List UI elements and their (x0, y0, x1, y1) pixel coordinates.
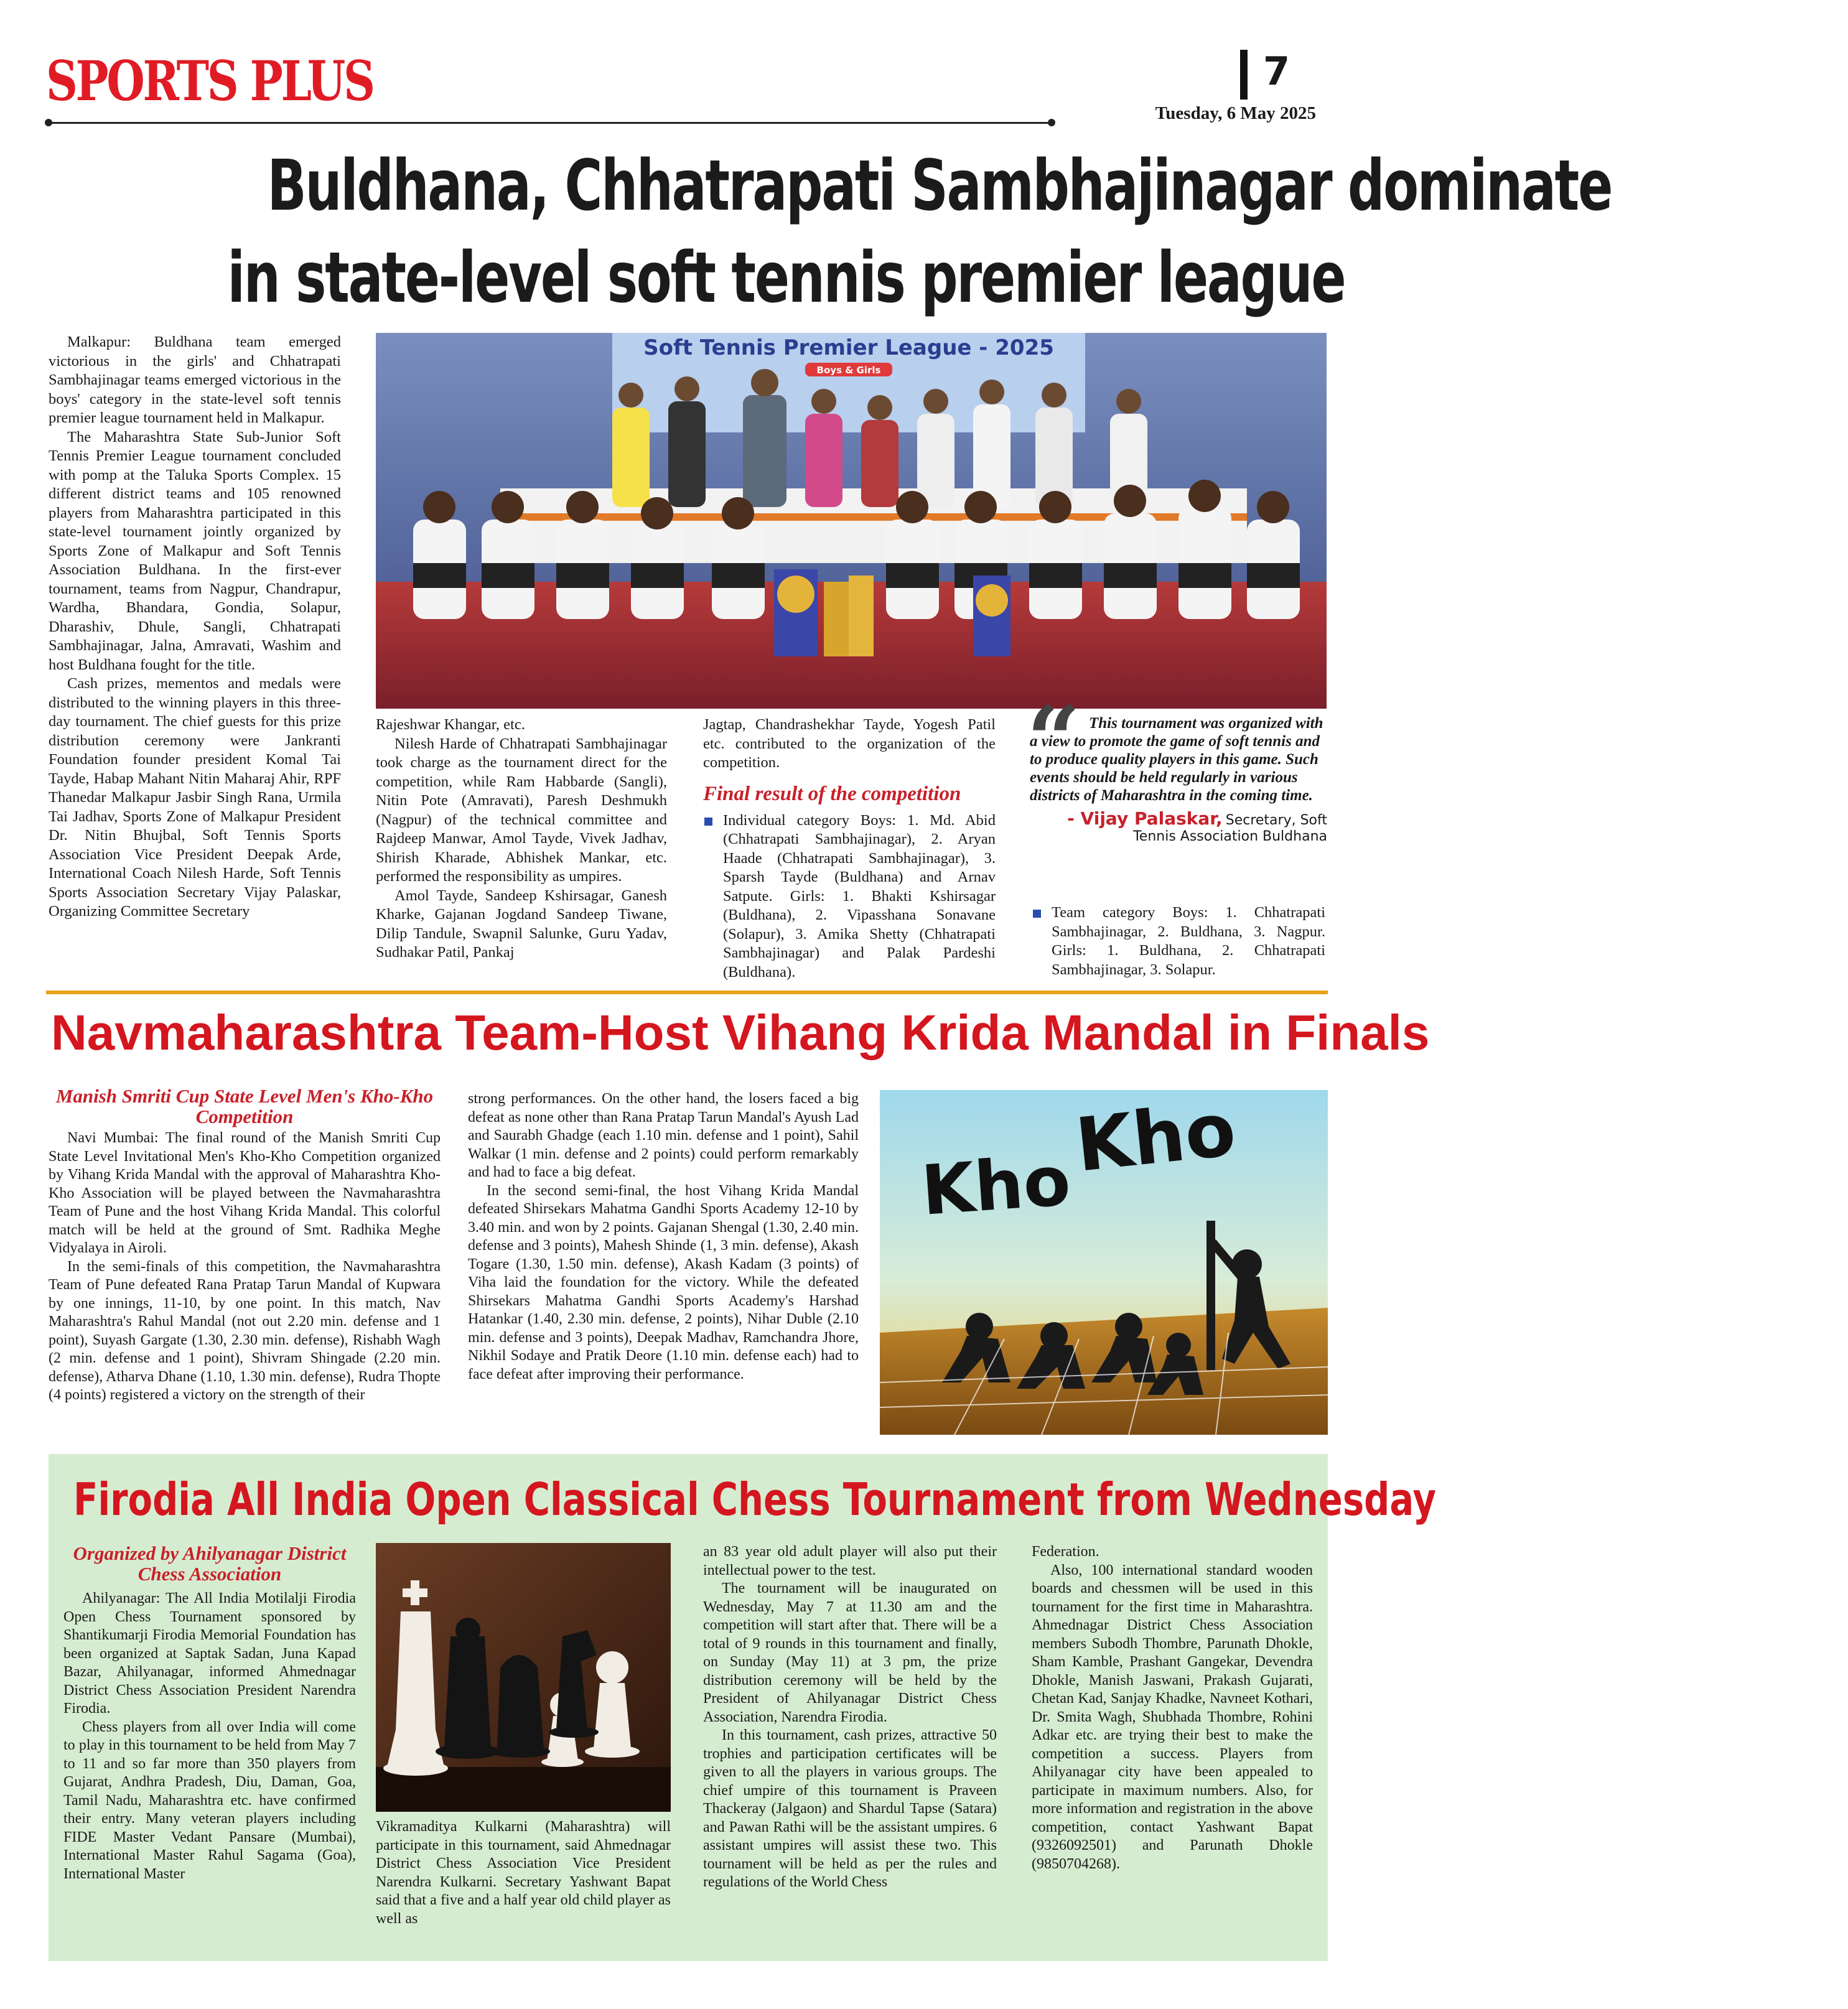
story3-column-4 (1032, 1543, 1313, 1873)
result-individual (703, 811, 996, 982)
result-heading: Final result of the competition (703, 782, 961, 805)
photo-banner-title: Soft Tennis Premier League - 2025 (643, 335, 1054, 360)
kho-kho-illustration (880, 1086, 1328, 1435)
quote-author: - Vijay Palaskar, (1067, 808, 1223, 829)
team-photo (376, 333, 1327, 709)
paragraph: Malkapur: Buldhana team emerged victorious in the girls' and Chhatrapati Sambhajinagar teams emerged victorious in the boys' category in the state-level soft tennis premier league tournament held in Malkapur. (49, 333, 341, 426)
paragraph: strong performances. On the other hand, the losers faced a big defeat as none other than Rana Pratap Tarun Mandal's Ayush Lad and Saurabh Ghadge (each 1.10 min. defense and 1 point), Sahil Walkar (1 min. defense and 2 points) could perform remarkably and had to face a big defeat. (468, 1091, 859, 1180)
team-photo-illustration (376, 333, 1327, 709)
story1-column-2 (376, 716, 667, 963)
story1-headline-line2: in state-level soft tennis premier league (227, 238, 1345, 319)
story1-column-1 (49, 333, 341, 921)
masthead-rule (46, 122, 1054, 124)
chess-pieces-illustration (376, 1543, 671, 1812)
story2-subhead: Manish Smriti Cup State Level Men's Kho-Kho Competition (55, 1085, 434, 1127)
art-word-2: Kho (1071, 1086, 1240, 1188)
section-separator (46, 991, 1328, 994)
story1-headline (31, 140, 1612, 324)
quote-role: Secretary, Soft Tennis Association Buldhana (1133, 813, 1327, 844)
chess-photo (376, 1543, 671, 1812)
story2-headline: Navmaharashtra Team-Host Vihang Krida Mandal in Finals (51, 1005, 1430, 1060)
art-word-1: Kho (918, 1140, 1073, 1231)
paragraph: In the semi-finals of this competition, the Navmaharashtra Team of Pune defeated Rana Pratap Tarun Mandal of Kupwara by one innings, 11-10, by one point. In this match, Nav Maharashtra's Rahul Mandal (not out 2.20 min. defense and 1 point), Suyash Gargate (1.30, 2.30 min. defense), Rishabh Wagh (2 min. defense and 1 point), Shivram Shingade (2.20 min. defense), Atharva Dhane (1.10, 1.30 min. defense), Rudra Thopte (4 points) registered a victory on the strength of their (49, 1258, 441, 1403)
quote-attribution (1030, 808, 1327, 844)
photo-banner-subtitle: Boys & Girls (816, 365, 881, 376)
paragraph: The Maharashtra State Sub-Junior Soft Tennis Premier League tournament concluded with pomp at the Taluka Sports Complex. 15 different district teams and 105 renowned players from Maharashtra participated in this state-level tournament jointly organized by Sports Zone of Malkapur and Soft Tennis Association Buldhana. In the first-ever tournament, teams from Nagpur, Chandrapur, Wardha, Bhandara, Gondia, Solapur, Dharashiv, Dhule, Sangli, Chhatrapati Sambhajinagar, Jalna, Amravati, Washim and host Buldhana fought for the title. (49, 428, 341, 673)
result-team (1032, 903, 1325, 979)
paragraph: The tournament will be inaugurated on Wednesday, May 7 at 11.30 am and the competition will start after that. There will be a total of 9 rounds in this tournament and finally, on Sunday (May 11) at 3 pm, the prize distribution ceremony will be held by the President of Ahilyanagar District Chess Association, Narendra Firodia. (703, 1580, 997, 1725)
paragraph: an 83 year old adult player will also put their intellectual power to the test. (703, 1544, 997, 1578)
paragraph: In the second semi-final, the host Vihang Krida Mandal defeated Shirsekars Mahatma Gandhi Sports Academy 12-10 by 3.40 min. and won by 2 points. Gajanan Shengal (1.30, 2.40 min. defense and 3 points), Mahesh Shinde (1, 3 min. defense), Akash Togare (1.30, 1.50 min. defense), Akash Kadam (3 points) of Viha laid the foundation for the victory. While the defeated Shirsekars Mahatma Gandhi Sports Academy's Harshad Hatankar (1.40, 2.30 min. defense, 2 points), Nihar Duble (2.10 min. defense and 3 points), Deepak Madhav, Ramchandra Jhore, Nikhil Sodaye and Pratik Deore (1.10 min. defense each) had to face defeat after improving their performance. (468, 1182, 859, 1382)
result-individual-text: Individual category Boys: 1. Md. Abid (Chhatrapati Sambhajinagar), 2. Aryan Haade (Chhatrapati Sambhajinagar), 3. Sparsh Tayde (Buldhana) and Arnav Satpute. Girls: 1. Bhakti Kshirsagar (Buldhana), 2. Vipasshana Sonavane (Solapur), 3. Amika Shetty (Chhatrapati Sambhajinagar) and Palak Pardeshi (Buldhana). (723, 811, 996, 981)
story1-column-3 (703, 716, 996, 982)
paragraph: Ahilyanagar: The All India Motilalji Firodia Open Chess Tournament sponsored by Shantikumarji Firodia Memorial Foundation has been organized at Saptak Sadan, Juna Kapad Bazar, Ahilyanagar, informed Ahmednagar District Chess Association President Narendra Firodia. (63, 1590, 356, 1717)
paragraph: Amol Tayde, Sandeep Kshirsagar, Ganesh Kharke, Gajanan Jogdand Sandeep Tiwane, Dilip Tandule, Swapnil Salunke, Guru Yadav, Sudhakar Patil, Pankaj (376, 887, 667, 961)
paragraph: Also, 100 international standard wooden boards and chessmen will be used in this tournament for the first time in Maharashtra. Ahmednagar District Chess Association members Subodh Thombre, Parunath Dhokle, Sham Kamble, Prashant Gangekar, Devendra Dhokle, Manish Jaswani, Prakash Gujarati, Chetan Kad, Sanjay Khadke, Navneet Kothari, Dr. Smita Wagh, Shubhada Thombre, Rohini Adkar etc. are trying their best to make the competition a success. Players from Ahilyanagar city have been appealed to participate in maximum numbers. Also, for more information and registration in the above competition, contact Yashwant Bapat (9326092501) and Parunath Dhokle (9850704268). (1032, 1562, 1313, 1872)
paragraph: Rajeshwar Khangar, etc. (376, 716, 525, 733)
story3-column-3 (703, 1543, 997, 1892)
story1-headline-line1: Buldhana, Chhatrapati Sambhajinagar dominate (267, 146, 1612, 226)
story2-column-2 (468, 1090, 859, 1384)
quote-text: This tournament was organized with a view to promote the game of soft tennis and to produce quality players in this game. Such events should be held regularly in various districts of Maharashtra in the coming time. (1030, 715, 1323, 804)
result-team-text: Team category Boys: 1. Chhatrapati Sambhajinagar, 2. Buldhana, 3. Nagpur. Girls: 1. Buldhana, 2. Chhatrapati Sambhajinagar, 3. Solapur. (1052, 904, 1325, 978)
page-number: 7 (1263, 49, 1290, 94)
paragraph: Navi Mumbai: The final round of the Manish Smriti Cup State Level Invitational Men's Kho-Kho Competition organized by Vihang Krida Mandal with the approval of Maharashtra Kho-Kho Association will be played between the Navmaharashtra Team of Pune and the host Vihang Krida Mandal. This colorful match will be held at the ground of Smt. Radhika Meghe Vidyalaya in Airoli. (49, 1130, 441, 1256)
paragraph: Cash prizes, mementos and medals were distributed to the winning players in this three-day tournament. The chief guests for this prize distribution ceremony were Jankranti Foundation founder president Komal Tai Tayde, Habap Mahant Nitin Maharaj Ahir, RPF Thanedar Malkapur Jasbir Singh Rana, Urmila Tai Jadhav, Sports Zone of Malkapur President Dr. Nitin Bhujbal, Soft Tennis Sports Association Vice President Deepak Arde, International Coach Nilesh Harde, Soft Tennis Sports Association Secretary Vijay Palaskar, Organizing Committee Secretary (49, 675, 341, 920)
pull-quote (1030, 714, 1327, 844)
page-number-bar (1240, 50, 1248, 100)
story1-column-4 (1032, 903, 1325, 979)
story3-column-1 (63, 1590, 356, 1883)
paragraph: Chess players from all over India will come to play in this tournament to be held from May 7 to 11 and so far more than 350 players from Gujarat, Andhra Pradesh, Diu, Daman, Goa, Tamil Nadu, Maharashtra etc. have confirmed their entry. Many veteran players including FIDE Master Vedant Pansare (Mumbai), International Master Rahul Sagama (Goa), International Master (63, 1718, 356, 1882)
section-masthead: SPORTS PLUS (46, 49, 373, 113)
kho-kho-artwork (880, 1086, 1328, 1435)
story3-column-2 (376, 1818, 671, 1928)
story3-subhead: Organized by Ahilyanagar District Chess Association (73, 1542, 347, 1585)
paragraph: Vikramaditya Kulkarni (Maharashtra) will participate in this tournament, said Ahmednagar District Chess Association Vice President Narendra Kulkarni. Secretary Yashwant Bapat said that a five and a half year old child player as well as (376, 1819, 671, 1927)
story2-column-1 (49, 1129, 441, 1405)
paragraph: In this tournament, cash prizes, attractive 50 trophies and participation certificates will be given to all the players in various groups. The chief umpire of this tournament is Praveen Thackeray (Jalgaon) and Shardul Tapse (Satara) and Pawan Rathi will be the assistant umpires. 6 assistant umpires will assist these two. This tournament will be held as per the rules and regulations of the World Chess (703, 1727, 997, 1890)
paragraph: Jagtap, Chandrashekhar Tayde, Yogesh Patil etc. contributed to the organization of the competition. (703, 716, 996, 771)
story3-headline: Firodia All India Open Classical Chess Tournament from Wednesday (73, 1473, 1437, 1526)
paragraph: Federation. (1032, 1544, 1099, 1560)
issue-date: Tuesday, 6 May 2025 (1155, 103, 1316, 123)
paragraph: Nilesh Harde of Chhatrapati Sambhajinagar took charge as the tournament direct for the competition, while Ram Habbarde (Sangli), Nitin Pote (Amravati), Paresh Deshmukh (Nagpur) of the technical committee and Rajdeep Manwar, Amol Tayde, Vivek Jadhav, Shirish Kharade, Abhishek Mankar, etc. performed the responsibility as umpires. (376, 735, 667, 885)
quote-mark-icon: “ (1027, 686, 1081, 795)
